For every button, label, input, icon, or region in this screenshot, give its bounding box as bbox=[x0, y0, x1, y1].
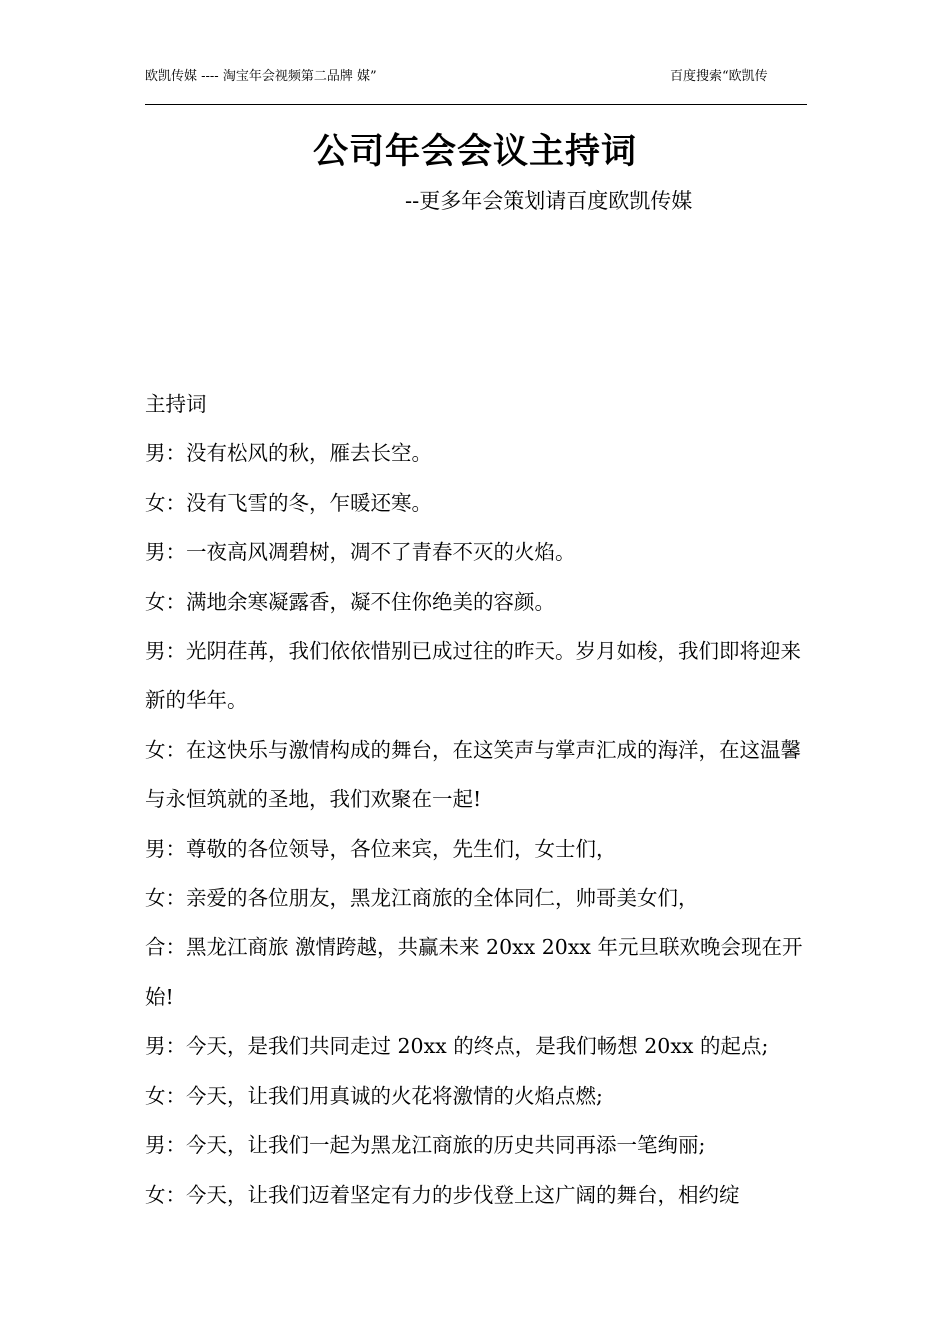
paragraph: 女：亲爱的各位朋友，黑龙江商旅的全体同仁，帅哥美女们， bbox=[145, 886, 699, 911]
header-right-text: 百度搜索“欧凯传 bbox=[670, 69, 768, 84]
paragraph: 男：今天，让我们一起为黑龙江商旅的历史共同再添一笔绚丽; bbox=[145, 1133, 706, 1158]
paragraph: 男：没有松风的秋，雁去长空。 bbox=[145, 441, 432, 466]
paragraph: 女：满地余寒凝露香，凝不住你绝美的容颜。 bbox=[145, 589, 555, 614]
paragraph: 男：一夜高风凋碧树，凋不了青春不灭的火焰。 bbox=[145, 540, 576, 565]
paragraph: 女：今天，让我们迈着坚定有力的步伐登上这广阔的舞台，相约绽 bbox=[145, 1182, 740, 1207]
paragraph: 主持词 bbox=[145, 392, 207, 416]
document-subtitle: --更多年会策划请百度欧凯传媒 bbox=[405, 189, 693, 213]
header-left-text: 欧凯传媒 ---- 淘宝年会视频第二品牌 媒” bbox=[145, 69, 377, 84]
paragraph: 女：今天，让我们用真诚的火花将激情的火焰点燃; bbox=[145, 1083, 603, 1108]
paragraph: 男：今天，是我们共同走过 20xx 的终点，是我们畅想 20xx 的起点; bbox=[145, 1034, 769, 1059]
document-body bbox=[145, 380, 815, 1220]
paragraph: 男：光阴荏苒，我们依依惜别已成过往的昨天。岁月如梭，我们即将迎来新的华年。 bbox=[145, 639, 801, 713]
paragraph: 男：尊敬的各位领导，各位来宾，先生们，女士们， bbox=[145, 836, 617, 861]
paragraph: 合：黑龙江商旅 激情跨越，共赢未来 20xx 20xx 年元旦联欢晚会现在开始! bbox=[145, 935, 803, 1009]
page-header bbox=[145, 68, 807, 105]
paragraph: 女：没有飞雪的冬，乍暖还寒。 bbox=[145, 490, 432, 515]
paragraph: 女：在这快乐与激情构成的舞台，在这笑声与掌声汇成的海洋，在这温馨与永恒筑就的圣地，我们欢聚在一起! bbox=[145, 737, 801, 812]
document-title: 公司年会会议主持词 bbox=[312, 131, 637, 172]
